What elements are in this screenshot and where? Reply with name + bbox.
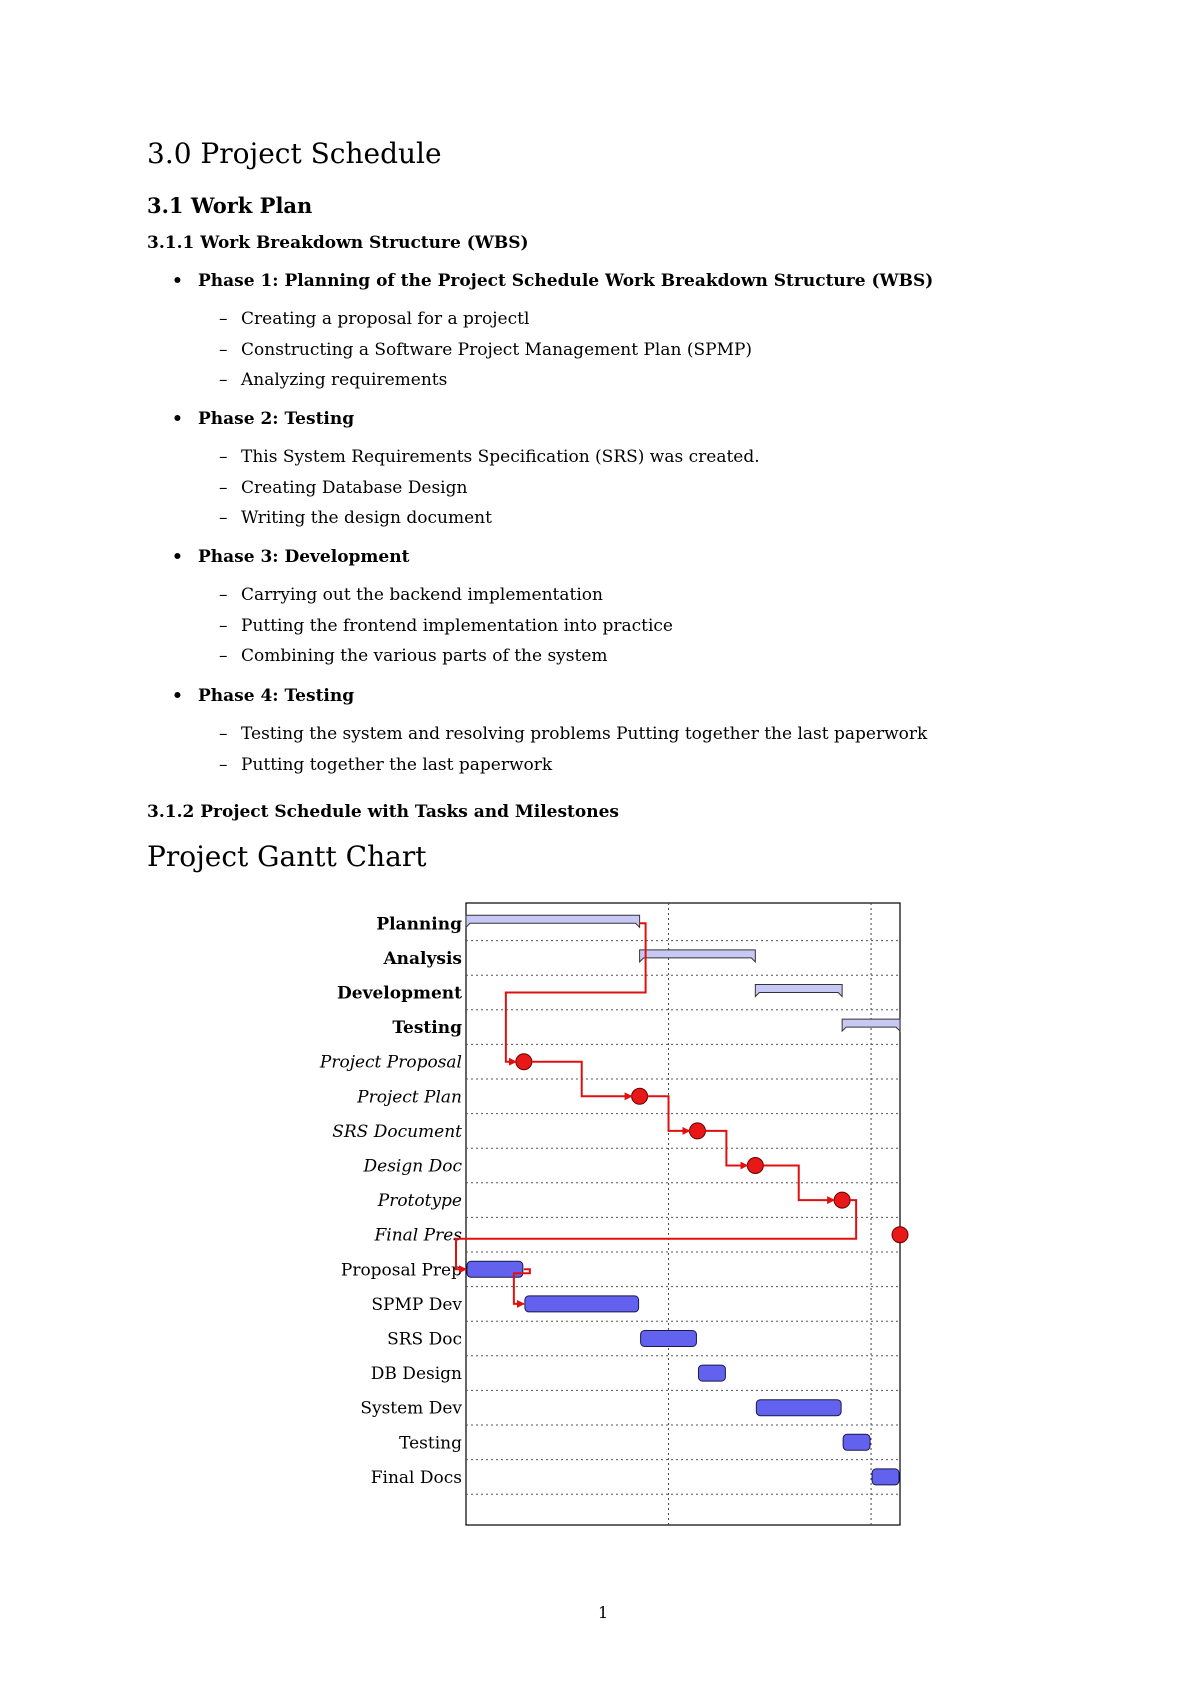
phase-item-text: Testing the system and resolving problems Putting together the last paperwork xyxy=(241,724,928,744)
dash-icon: – xyxy=(219,585,228,605)
group-bar xyxy=(640,950,756,962)
bullet-icon: • xyxy=(172,271,183,291)
row-label: Planning xyxy=(376,914,462,935)
phase-item-text: Analyzing requirements xyxy=(241,370,448,390)
row-label: Testing xyxy=(392,1018,462,1039)
milestone-marker xyxy=(632,1088,648,1104)
phase-item-text: Combining the various parts of the system xyxy=(241,646,608,666)
bullet-icon: • xyxy=(172,409,183,429)
wbs-heading: 3.1.1 Work Breakdown Structure (WBS) xyxy=(147,233,529,253)
dash-icon: – xyxy=(219,477,228,498)
task-bar xyxy=(698,1365,725,1381)
task-bar xyxy=(525,1296,639,1312)
row-label: Analysis xyxy=(383,948,462,969)
dependency-arrow xyxy=(456,1200,856,1269)
phase-title: Phase 2: Testing xyxy=(198,409,355,429)
group-bar xyxy=(466,915,640,927)
phase-item-text: Constructing a Software Project Management Plan (SPMP) xyxy=(241,339,753,360)
bullet-icon: • xyxy=(172,547,183,567)
dependency-arrow xyxy=(763,1166,834,1201)
task-bar xyxy=(872,1469,899,1485)
schedule-heading: 3.1.2 Project Schedule with Tasks and Milestones xyxy=(147,802,619,822)
phase-title: Phase 4: Testing xyxy=(198,686,355,706)
milestone-marker xyxy=(834,1192,850,1208)
dash-icon: – xyxy=(219,508,228,528)
page-number: 1 xyxy=(598,1603,609,1622)
phase-item-text: Creating a proposal for a projectl xyxy=(241,309,530,329)
dash-icon: – xyxy=(219,447,228,467)
milestone-marker xyxy=(747,1158,763,1174)
row-label: Proposal Prep xyxy=(340,1260,462,1281)
section-title: 3.0 Project Schedule xyxy=(147,137,442,170)
dash-icon: – xyxy=(219,615,228,636)
row-label: System Dev xyxy=(360,1398,462,1419)
gantt-title: Project Gantt Chart xyxy=(147,840,427,873)
row-label: Development xyxy=(337,983,462,1004)
bullet-icon: • xyxy=(172,686,183,706)
task-bar xyxy=(641,1331,697,1347)
dash-icon: – xyxy=(219,646,228,666)
row-label: Final Pres xyxy=(374,1225,462,1246)
row-label: DB Design xyxy=(370,1364,462,1385)
phase-title: Phase 3: Development xyxy=(198,547,410,567)
phase-title: Phase 1: Planning of the Project Schedule Work Breakdown Structure (WBS) xyxy=(198,271,934,291)
milestone-marker xyxy=(516,1054,532,1070)
row-label: SRS Document xyxy=(332,1121,462,1142)
dash-icon: – xyxy=(219,724,228,744)
dash-icon: – xyxy=(219,309,228,329)
dash-icon: – xyxy=(219,370,228,390)
group-bar xyxy=(755,985,842,997)
milestone-marker xyxy=(689,1123,705,1139)
chart-frame xyxy=(466,903,900,1525)
phase-item-text: Putting together the last paperwork xyxy=(241,754,553,775)
row-label: Design Doc xyxy=(363,1156,462,1177)
phase-item-text: Carrying out the backend implementation xyxy=(241,585,603,605)
phase-item-text: Writing the design document xyxy=(241,508,492,528)
task-bar xyxy=(843,1434,870,1450)
dash-icon: – xyxy=(219,754,228,775)
row-label: SRS Doc xyxy=(387,1329,462,1350)
phase-item-text: Creating Database Design xyxy=(241,477,468,498)
phase-item-text: Putting the frontend implementation into practice xyxy=(241,615,673,636)
phase-item-text: This System Requirements Specification (SRS) was created. xyxy=(241,447,760,467)
task-bar xyxy=(756,1400,841,1416)
dash-icon: – xyxy=(219,339,228,360)
subsection-title: 3.1 Work Plan xyxy=(147,193,313,218)
milestone-marker xyxy=(892,1227,908,1243)
row-label: Prototype xyxy=(377,1191,462,1212)
row-label: SPMP Dev xyxy=(371,1294,462,1315)
dependency-arrow xyxy=(506,923,646,1061)
row-label: Project Plan xyxy=(357,1087,462,1108)
row-label: Project Proposal xyxy=(319,1052,462,1073)
row-label: Final Docs xyxy=(370,1467,462,1488)
row-label: Testing xyxy=(399,1433,462,1454)
dependency-arrow xyxy=(648,1096,690,1131)
